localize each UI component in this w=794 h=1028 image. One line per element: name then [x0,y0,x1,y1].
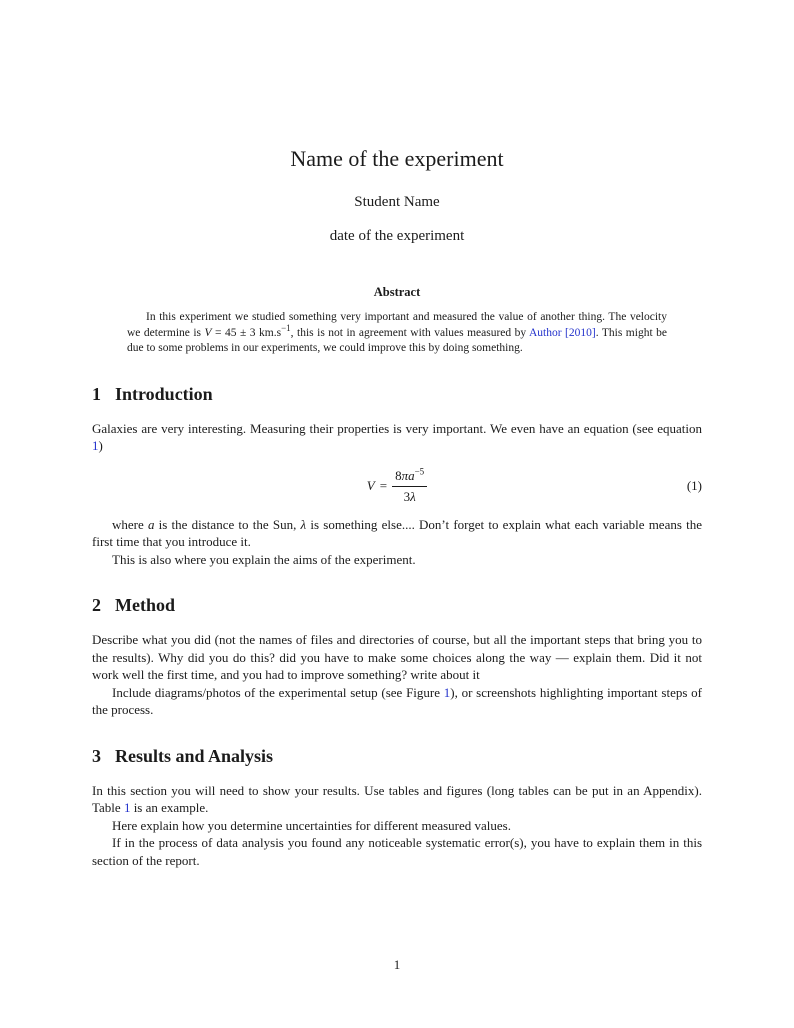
text-run: is an example. [130,800,209,815]
section-number: 2 [92,595,101,615]
intro-paragraph-1 [92,420,702,455]
equation-number: (1) [686,478,702,493]
section-heading-results [92,746,702,767]
equation-body [367,468,427,505]
results-paragraph-3: If in the process of data analysis you found any noticeable systematic error(s), you have to explain them in this section of the report. [92,835,702,868]
text-run: ) [98,438,103,453]
equation-ref-link[interactable]: 1 [92,438,99,453]
equation-1 [92,468,702,505]
text-run: Galaxies are very interesting. Measuring their properties is very important. We even have an equation (see equation [92,420,702,436]
abstract-math-run: = 45 ± 3 km.s [211,326,282,339]
section-title: Results and Analysis [115,745,274,766]
method-paragraph-2 [92,684,702,719]
intro-paragraph-2 [92,516,702,551]
abstract-section [127,285,667,357]
intro-paragraph-3: This is also where you explain the aims of the experiment. [112,551,416,567]
figure-ref-link[interactable]: 1 [443,684,451,700]
section-number: 1 [92,383,101,404]
paper-date: date of the experiment [329,228,465,244]
math-variable: V [204,326,212,339]
text-run: In this section you will need to show your results. Use tables and figures (long tables can be put in an Appendix). Table [92,782,702,815]
abstract-heading: Abstract [373,285,421,299]
math-coefficient: 8 [395,467,402,483]
section-heading-introduction [92,384,702,405]
text-run: is the distance to the Sun, [154,516,301,532]
section-title: Method [115,595,175,615]
math-variable: V [366,478,375,493]
math-variable: λ [300,516,307,532]
abstract-paragraph [127,310,667,357]
abstract-text-run: , this is not in agreement with values measured by [290,326,529,339]
abstract-text-run: In this experiment we studied something very important and measured the value of another thing. The velocity we determine is [127,311,667,339]
results-paragraph-1 [92,782,702,817]
author-name: Student Name [354,194,440,210]
fraction [392,468,427,505]
math-superscript: −5 [414,466,425,477]
text-run: is something else.... Don’t forget to explain what each variable means the first time that you introduce it. [92,516,702,549]
math-superscript: −1 [281,322,291,333]
table-ref-link[interactable]: 1 [123,800,131,815]
section-heading-method [92,595,702,616]
math-variable: λ [410,488,416,504]
equals-sign: = [379,478,388,493]
fraction-denominator [392,487,427,505]
page-number: 1 [393,957,401,972]
method-paragraph-1: Describe what you did (not the names of files and directories of course, but all the important steps that bring you to the results). Why did you do this? did you have to make some choices along the way — explain them. Did it not work well the first time, and you had to improve something? write about it [92,632,702,682]
paper-title: Name of the experiment [290,146,504,171]
text-run: ), or screenshots highlighting important steps of the process. [92,684,702,717]
section-title: Introduction [115,383,213,404]
math-variable: a [147,516,155,532]
abstract-text-run: . This might be due to some problems in our experiments, we could improve this by doing something. [127,326,667,354]
text-run: Include diagrams/photos of the experimental setup (see Figure [112,684,444,700]
fraction-numerator [392,468,427,487]
section-number: 3 [92,745,101,766]
results-paragraph-2: Here explain how you determine uncertainties for different measured values. [112,817,511,833]
math-coefficient: 3 [403,488,411,504]
citation-link[interactable]: Author [2010] [528,326,596,339]
math-variable: πa [401,467,415,483]
text-run: where [112,516,148,532]
